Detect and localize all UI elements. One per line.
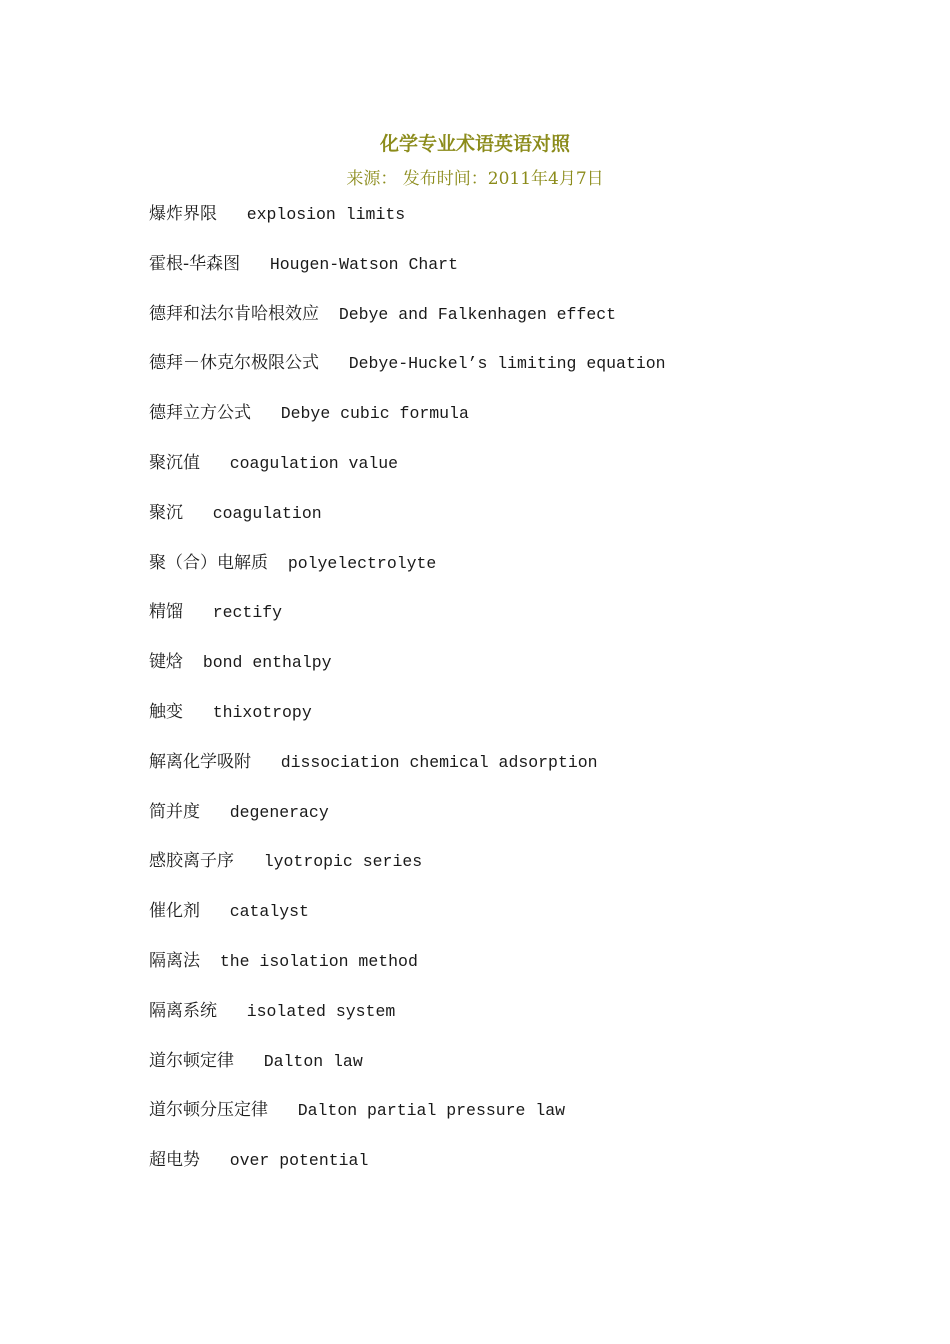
term-row xyxy=(149,598,666,648)
term-row xyxy=(149,399,666,449)
term-spacer xyxy=(319,354,349,373)
term-chinese: 隔离系统 xyxy=(149,1000,217,1021)
term-row xyxy=(149,349,666,399)
term-spacer xyxy=(234,852,264,871)
term-spacer xyxy=(319,305,339,324)
term-english: lyotropic series xyxy=(263,852,423,872)
term-list xyxy=(149,200,666,1196)
term-row xyxy=(149,947,666,997)
term-row xyxy=(149,698,666,748)
term-english: dissociation chemical adsorption xyxy=(280,752,598,772)
term-row xyxy=(149,549,666,599)
term-row xyxy=(149,748,666,798)
term-row xyxy=(149,1146,666,1196)
term-chinese: 道尔顿定律 xyxy=(149,1050,234,1071)
term-english: Hougen-Watson Chart xyxy=(269,254,458,274)
term-english: coagulation value xyxy=(229,453,399,473)
term-spacer xyxy=(251,753,281,772)
term-row xyxy=(149,997,666,1047)
term-spacer xyxy=(200,803,230,822)
term-chinese: 简并度 xyxy=(149,801,200,822)
term-chinese: 键焓 xyxy=(149,652,183,673)
term-row xyxy=(149,449,666,499)
term-english: coagulation xyxy=(212,503,322,523)
term-spacer xyxy=(234,1052,264,1071)
term-spacer xyxy=(183,653,203,672)
term-english: the isolation method xyxy=(219,951,418,971)
term-english: Debye cubic formula xyxy=(280,404,469,424)
term-spacer xyxy=(268,1101,298,1120)
term-chinese: 隔离法 xyxy=(149,950,200,971)
term-spacer xyxy=(217,205,247,224)
term-chinese: 聚沉 xyxy=(149,502,183,523)
term-spacer xyxy=(217,1002,247,1021)
term-row xyxy=(149,1096,666,1146)
term-english: thixotropy xyxy=(212,702,312,722)
term-row xyxy=(149,847,666,897)
term-english: polyelectrolyte xyxy=(287,553,437,573)
term-spacer xyxy=(200,1151,230,1170)
term-chinese: 聚（合）电解质 xyxy=(149,552,268,573)
term-english: explosion limits xyxy=(246,205,406,224)
term-chinese: 德拜立方公式 xyxy=(149,403,251,424)
term-chinese: 精馏 xyxy=(149,602,183,623)
term-chinese: 催化剂 xyxy=(149,901,200,922)
term-spacer xyxy=(200,902,230,921)
term-chinese: 德拜和法尔肯哈根效应 xyxy=(149,303,319,324)
term-row xyxy=(149,200,666,250)
term-chinese: 爆炸界限 xyxy=(149,204,217,224)
term-chinese: 聚沉值 xyxy=(149,452,200,473)
term-spacer xyxy=(200,454,230,473)
term-english: catalyst xyxy=(229,902,309,922)
term-english: Debye and Falkenhagen effect xyxy=(338,304,617,324)
document-title: 化学专业术语英语对照 xyxy=(379,133,570,155)
term-chinese: 霍根-华森图 xyxy=(149,253,241,274)
term-english: Dalton partial pressure law xyxy=(297,1101,566,1121)
term-spacer xyxy=(240,255,270,274)
term-spacer xyxy=(183,603,213,622)
term-row xyxy=(149,897,666,947)
term-spacer xyxy=(200,952,220,971)
term-row xyxy=(149,250,666,300)
term-chinese: 感胶离子序 xyxy=(149,851,234,872)
term-english: Dalton law xyxy=(263,1051,363,1071)
term-chinese: 解离化学吸附 xyxy=(149,751,251,772)
term-row xyxy=(149,798,666,848)
term-chinese: 超电势 xyxy=(149,1150,200,1171)
term-english: over potential xyxy=(229,1151,369,1171)
term-row xyxy=(149,499,666,549)
term-english: bond enthalpy xyxy=(202,653,332,673)
term-english: degeneracy xyxy=(229,802,329,822)
term-spacer xyxy=(183,504,213,523)
document-meta: 来源： 发布时间：2011年4月7日 xyxy=(346,169,604,189)
term-chinese: 触变 xyxy=(149,701,183,722)
term-spacer xyxy=(268,554,288,573)
term-row xyxy=(149,1047,666,1097)
term-row xyxy=(149,648,666,698)
term-spacer xyxy=(251,404,281,423)
term-english: rectify xyxy=(212,603,283,623)
term-english: Debye-Huckel’s limiting equation xyxy=(348,354,666,374)
term-chinese: 德拜－休克尔极限公式 xyxy=(149,353,319,374)
term-english: isolated system xyxy=(246,1001,396,1021)
term-row xyxy=(149,300,666,350)
term-chinese: 道尔顿分压定律 xyxy=(149,1100,268,1121)
term-spacer xyxy=(183,703,213,722)
